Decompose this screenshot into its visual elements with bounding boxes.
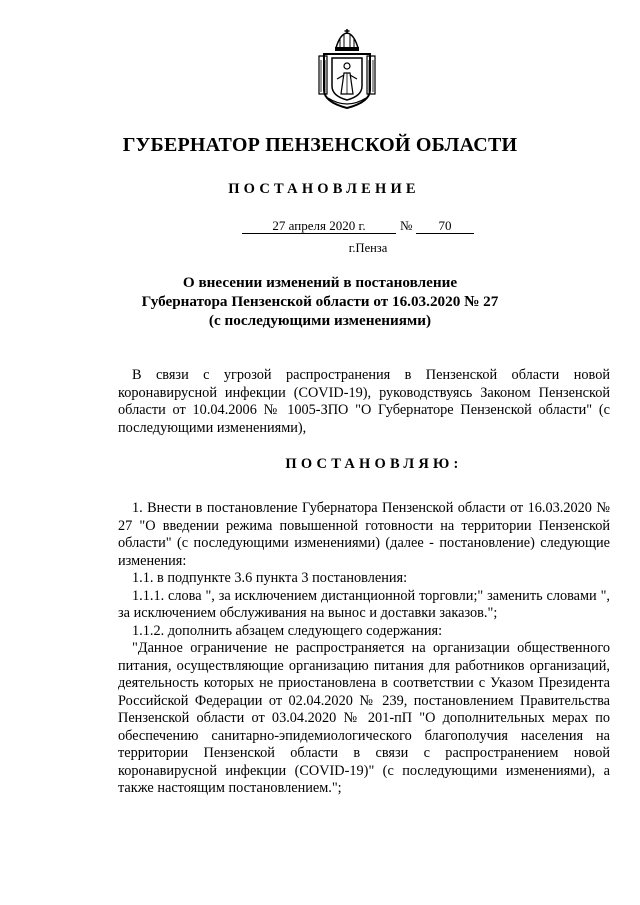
list-item: "Данное ограничение не распространяется на организации общественного питания, осуществляющие организацию питания для работников организаций, деятельность которых не приостановлена в соответствии с Указом Президента Российской Федерации от 02.04.2020 № 239, постановлением Правительства Пензенской области от 03.04.2020 № 201-пП "О дополнительных мерах по обеспечению санитарно-эпидемиологического благополучия населения на территории Пензенской области в связи с распространением новой коронавирусной инфекции (COVID-19)" (с последующими изменениями), а также настоящим постановлением."; bbox=[118, 640, 610, 796]
document-number: 70 bbox=[416, 218, 474, 234]
title-line: (с последующими изменениями) bbox=[208, 312, 432, 329]
preamble-paragraph: В связи с угрозой распространения в Пензенской области новой коронавирусной инфекции (COVID-19), руководствуясь Законом Пензенской области от 10.04.2006 № 1005-ЗПО "О Губернаторе Пензенской области" (с последующими изменениями), bbox=[118, 367, 610, 436]
list-item: 1.1.2. дополнить абзацем следующего содержания: bbox=[132, 622, 443, 639]
issuing-authority: ГУБЕРНАТОР ПЕНЗЕНСКОЙ ОБЛАСТИ bbox=[122, 134, 518, 156]
title-line: Губернатора Пензенской области от 16.03.2020 № 27 bbox=[141, 293, 499, 310]
number-label: № bbox=[400, 218, 413, 233]
coat-of-arms-icon bbox=[318, 28, 376, 110]
list-item: 1.1.1. слова ", за исключением дистанционной торговли;" заменить словами ", за исключением обслуживания на вынос и доставки заказов."; bbox=[118, 587, 610, 621]
document-title bbox=[0, 273, 640, 330]
document-city: г.Пенза bbox=[348, 241, 388, 255]
resolve-heading: ПОСТАНОВЛЯЮ: bbox=[285, 456, 463, 472]
document-date: 27 апреля 2020 г. bbox=[242, 218, 396, 234]
document-type: ПОСТАНОВЛЕНИЕ bbox=[228, 181, 420, 197]
list-item: 1.1. в подпункте 3.6 пункта 3 постановления: bbox=[132, 570, 408, 586]
list-item: 1. Внести в постановление Губернатора Пензенской области от 16.03.2020 № 27 "О введении режима повышенной готовности на территории Пензенской области" (с последующими изменениями) (далее - постановление) следующие изменения: bbox=[118, 500, 610, 569]
title-line: О внесении изменений в постановление bbox=[182, 274, 458, 291]
resolution-items bbox=[118, 500, 610, 798]
